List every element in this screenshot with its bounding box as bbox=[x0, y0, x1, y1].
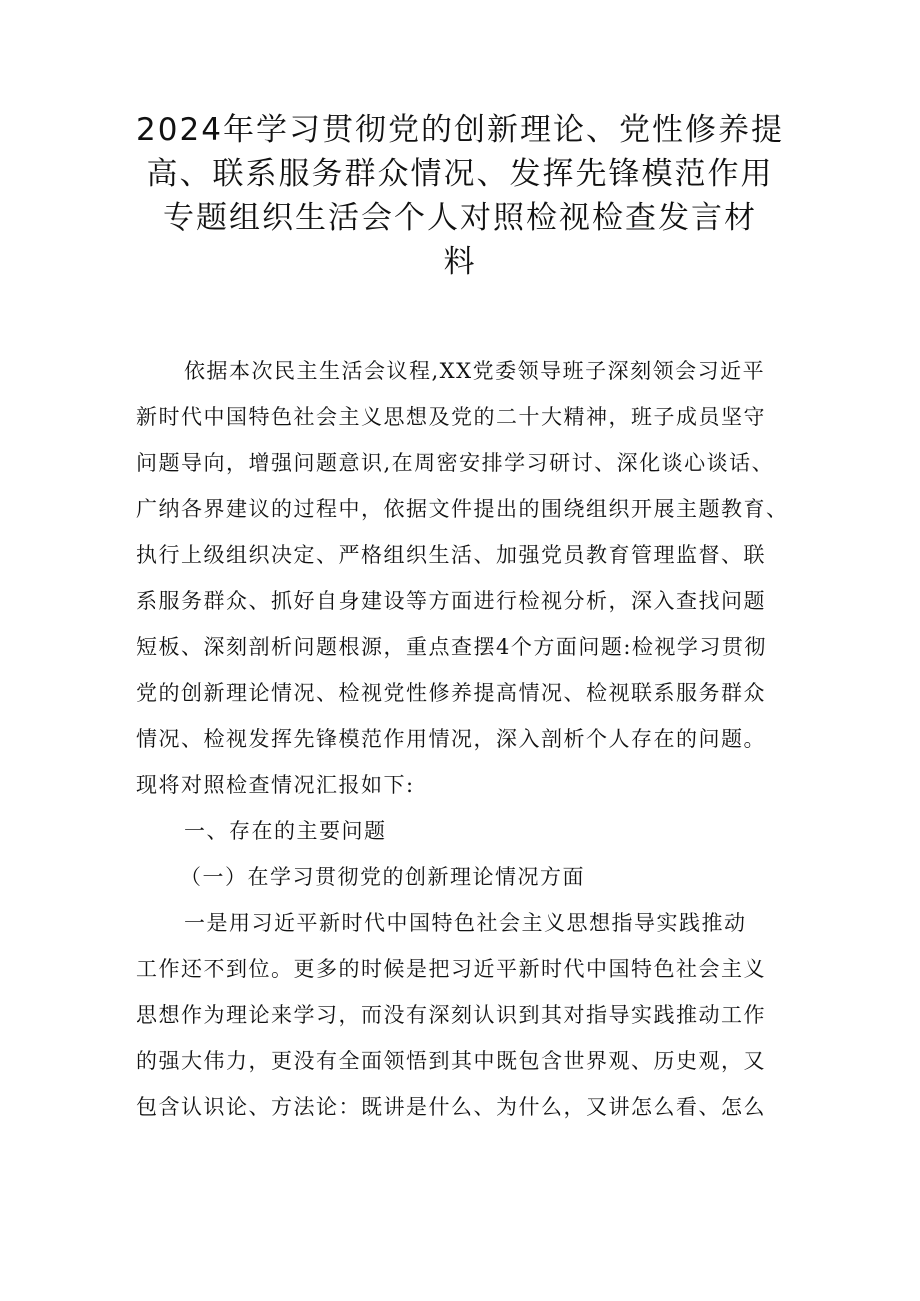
document-body bbox=[136, 348, 796, 1130]
paragraph-line: 一是用习近平新时代中国特色社会主义思想指导实践推动 bbox=[184, 911, 747, 935]
paragraph-intro-line: 短板、深刻剖析问题根源，重点查摆4个方面问题:检视学习贯彻 bbox=[136, 635, 767, 659]
paragraph-intro-line: 情况、检视发挥先锋模范作用情况，深入剖析个人存在的问题。 bbox=[136, 727, 766, 751]
subsection-heading: （一）在学习贯彻党的创新理论情况方面 bbox=[180, 865, 585, 889]
paragraph-line: 包含认识论、方法论：既讲是什么、为什么，又讲怎么看、怎么 bbox=[136, 1095, 766, 1119]
title-line: 料 bbox=[443, 244, 477, 280]
paragraph-intro-line: 系服务群众、抓好自身建设等方面进行检视分析，深入查找问题 bbox=[136, 589, 766, 613]
paragraph-line: 工作还不到位。更多的时候是把习近平新时代中国特色社会主义 bbox=[136, 957, 766, 981]
paragraph-intro-line: 依据本次民主生活会议程,XX党委领导班子深刻领会习近平 bbox=[184, 359, 766, 383]
paragraph-intro-line: 问题导向，增强问题意识,在周密安排学习研讨、深化谈心谈话、 bbox=[136, 451, 775, 475]
paragraph-intro-line: 新时代中国特色社会主义思想及党的二十大精神，班子成员坚守 bbox=[136, 405, 766, 429]
document-title bbox=[130, 108, 790, 284]
paragraph-intro-line: 执行上级组织决定、严格组织生活、加强党员教育管理监督、联 bbox=[136, 543, 766, 567]
section-heading: 一、存在的主要问题 bbox=[184, 819, 387, 843]
title-line: 2024年学习贯彻党的创新理论、党性修养提 bbox=[136, 112, 784, 148]
paragraph-line: 的强大伟力，更没有全面领悟到其中既包含世界观、历史观，又 bbox=[136, 1049, 766, 1073]
paragraph-intro-line: 现将对照检查情况汇报如下: bbox=[136, 773, 415, 797]
title-line: 专题组织生活会个人对照检视检查发言材 bbox=[163, 200, 757, 236]
paragraph-intro-line: 广纳各界建议的过程中，依据文件提出的围绕组织开展主题教育、 bbox=[136, 497, 789, 521]
title-line: 高、联系服务群众情况、发挥先锋模范作用 bbox=[146, 156, 774, 192]
paragraph-intro-line: 党的创新理论情况、检视党性修养提高情况、检视联系服务群众 bbox=[136, 681, 766, 705]
paragraph-line: 思想作为理论来学习，而没有深刻认识到其对指导实践推动工作 bbox=[136, 1003, 766, 1027]
